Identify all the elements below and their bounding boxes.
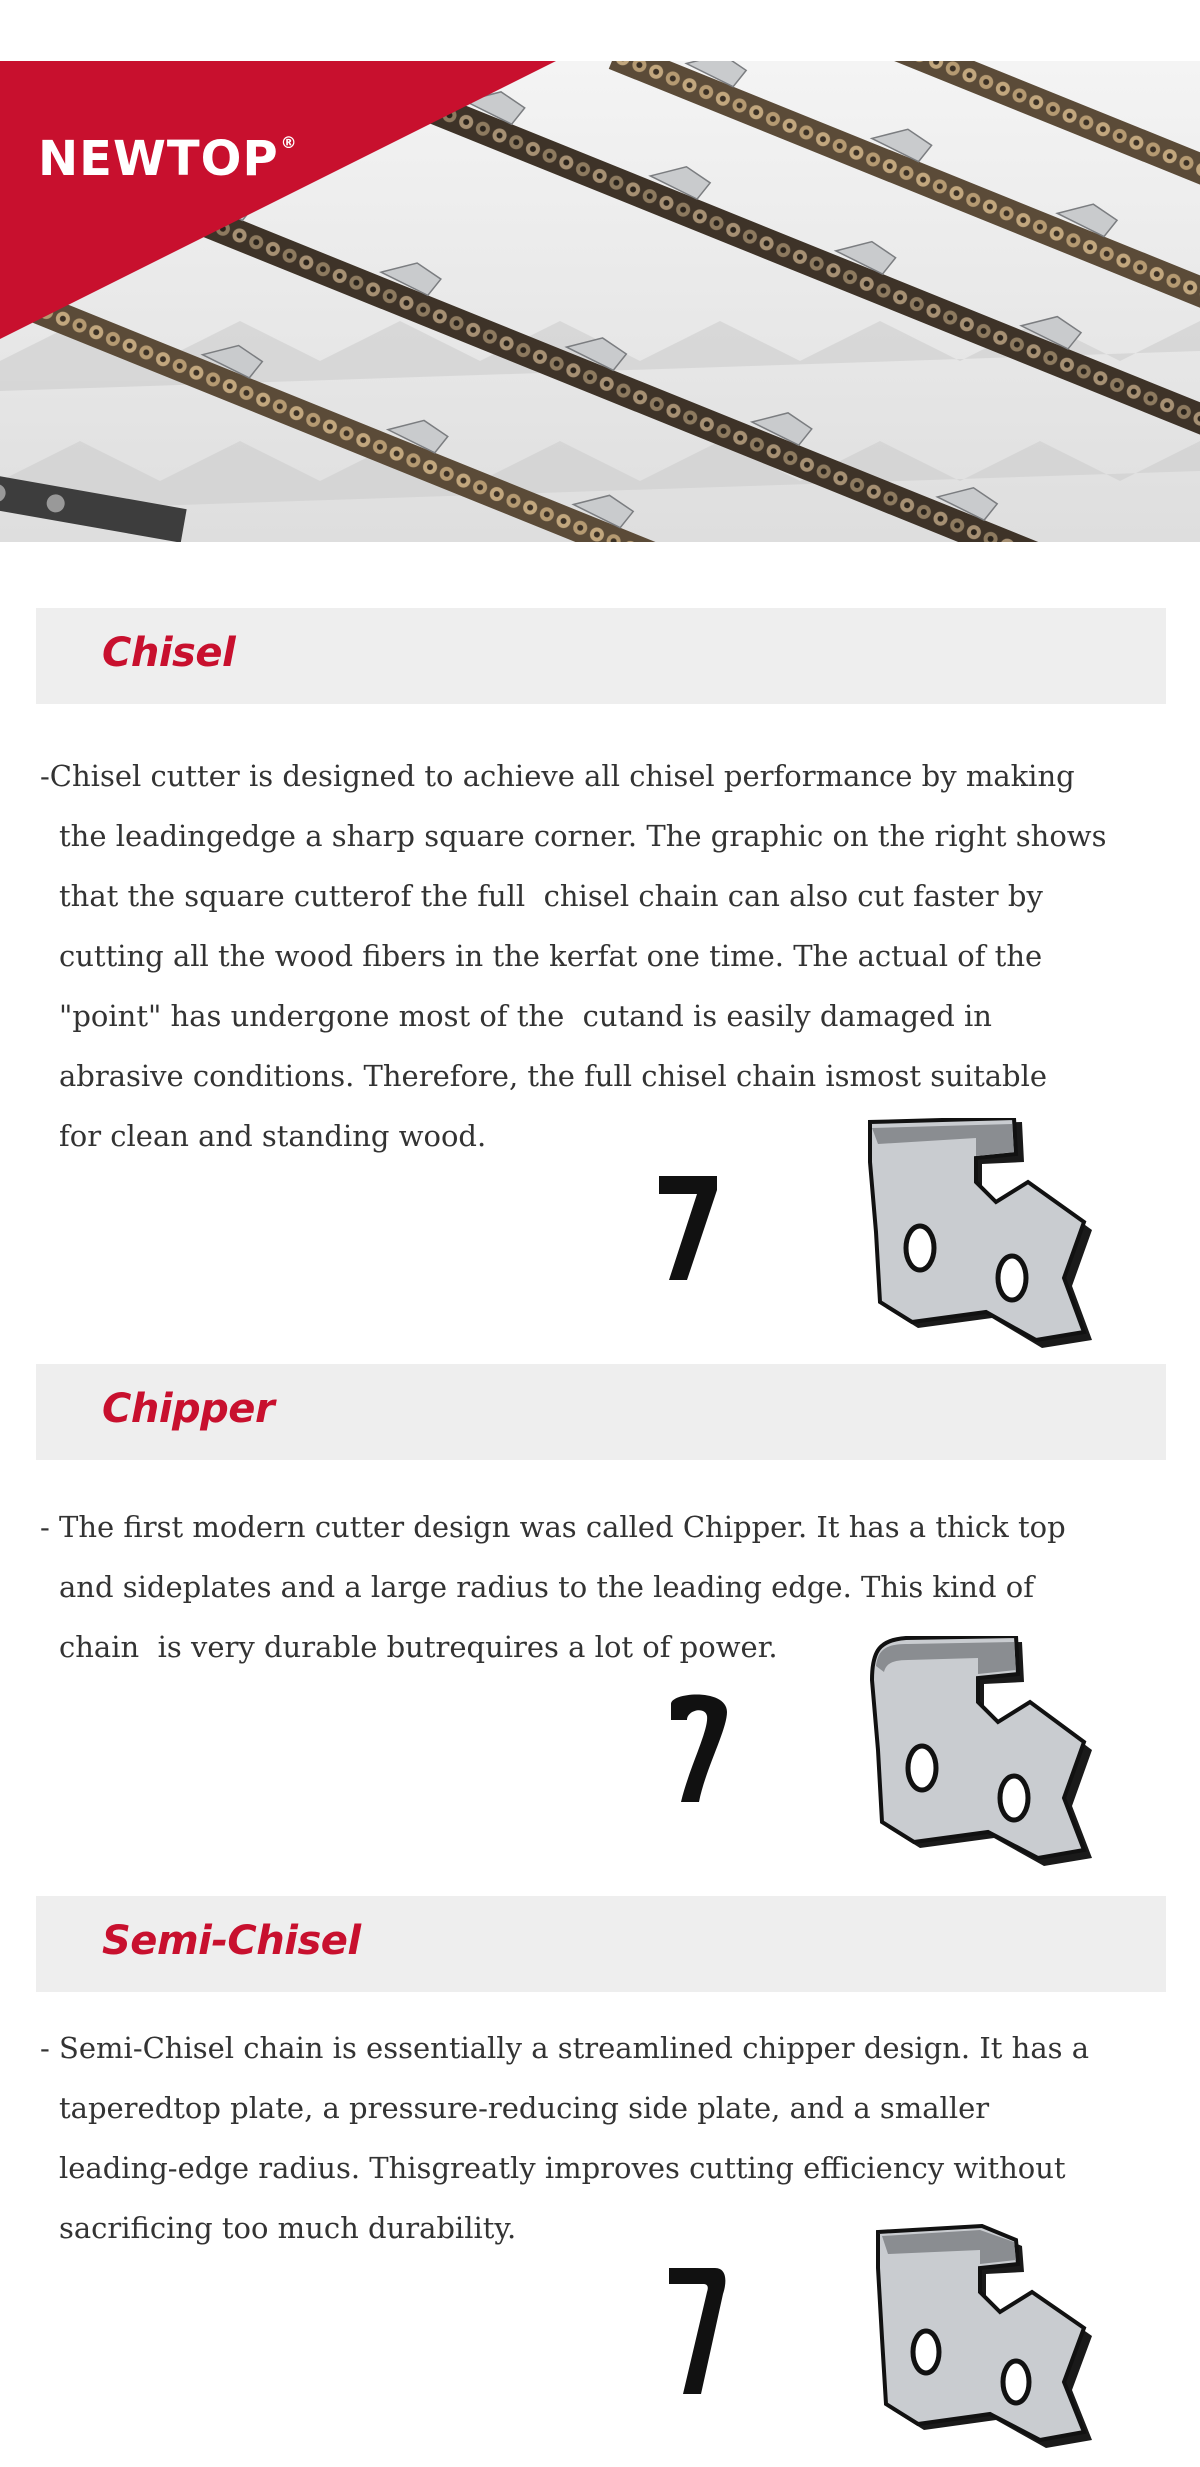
text-line: that the square cutterof the full chisel chain can also cut faster by xyxy=(59,879,1043,913)
text-line: sacrificing too much durability. xyxy=(59,2211,517,2245)
cutter-tooth-icon xyxy=(868,2224,1100,2448)
cutter-tooth-icon xyxy=(862,1118,1100,1348)
text-line: - Semi-Chisel chain is essentially a streamlined chipper design. It has a xyxy=(40,2031,1090,2065)
section-title: Chipper xyxy=(102,1386,275,1432)
text-line: chain is very durable butrequires a lot of power. xyxy=(59,1630,778,1664)
section-header-chisel xyxy=(36,608,1166,704)
section-title: Chisel xyxy=(102,630,236,676)
cutter-profile-icon xyxy=(665,2262,735,2402)
section-header-semi-chisel xyxy=(36,1896,1166,1992)
text-line: for clean and standing wood. xyxy=(59,1119,487,1153)
text-line: and sideplates and a large radius to the leading edge. This kind of xyxy=(59,1570,1034,1604)
brand-name: NEWTOP xyxy=(38,131,279,187)
section-title: Semi-Chisel xyxy=(102,1918,361,1964)
section-body-semi-chisel xyxy=(40,2018,1160,2258)
text-line: taperedtop plate, a pressure-reducing side plate, and a smaller xyxy=(59,2091,990,2125)
text-line: "point" has undergone most of the cutand is easily damaged in xyxy=(59,999,992,1033)
brand-logo xyxy=(38,131,298,187)
registered-mark: ® xyxy=(280,133,298,152)
hero-banner xyxy=(0,61,1200,542)
cutter-profile-icon xyxy=(665,1690,735,1810)
text-line: -Chisel cutter is designed to achieve all chisel performance by making xyxy=(40,759,1075,793)
text-line: the leadingedge a sharp square corner. The graphic on the right shows xyxy=(59,819,1107,853)
text-line: abrasive conditions. Therefore, the full chisel chain ismost suitable xyxy=(59,1059,1048,1093)
section-header-chipper xyxy=(36,1364,1166,1460)
text-line: - The first modern cutter design was called Chipper. It has a thick top xyxy=(40,1510,1066,1544)
text-line: cutting all the wood fibers in the kerfat one time. The actual of the xyxy=(59,939,1043,973)
cutter-profile-icon xyxy=(655,1168,725,1288)
section-body-chisel xyxy=(40,746,1160,1166)
cutter-tooth-icon xyxy=(862,1636,1100,1866)
text-line: leading-edge radius. Thisgreatly improves cutting efficiency without xyxy=(59,2151,1066,2185)
